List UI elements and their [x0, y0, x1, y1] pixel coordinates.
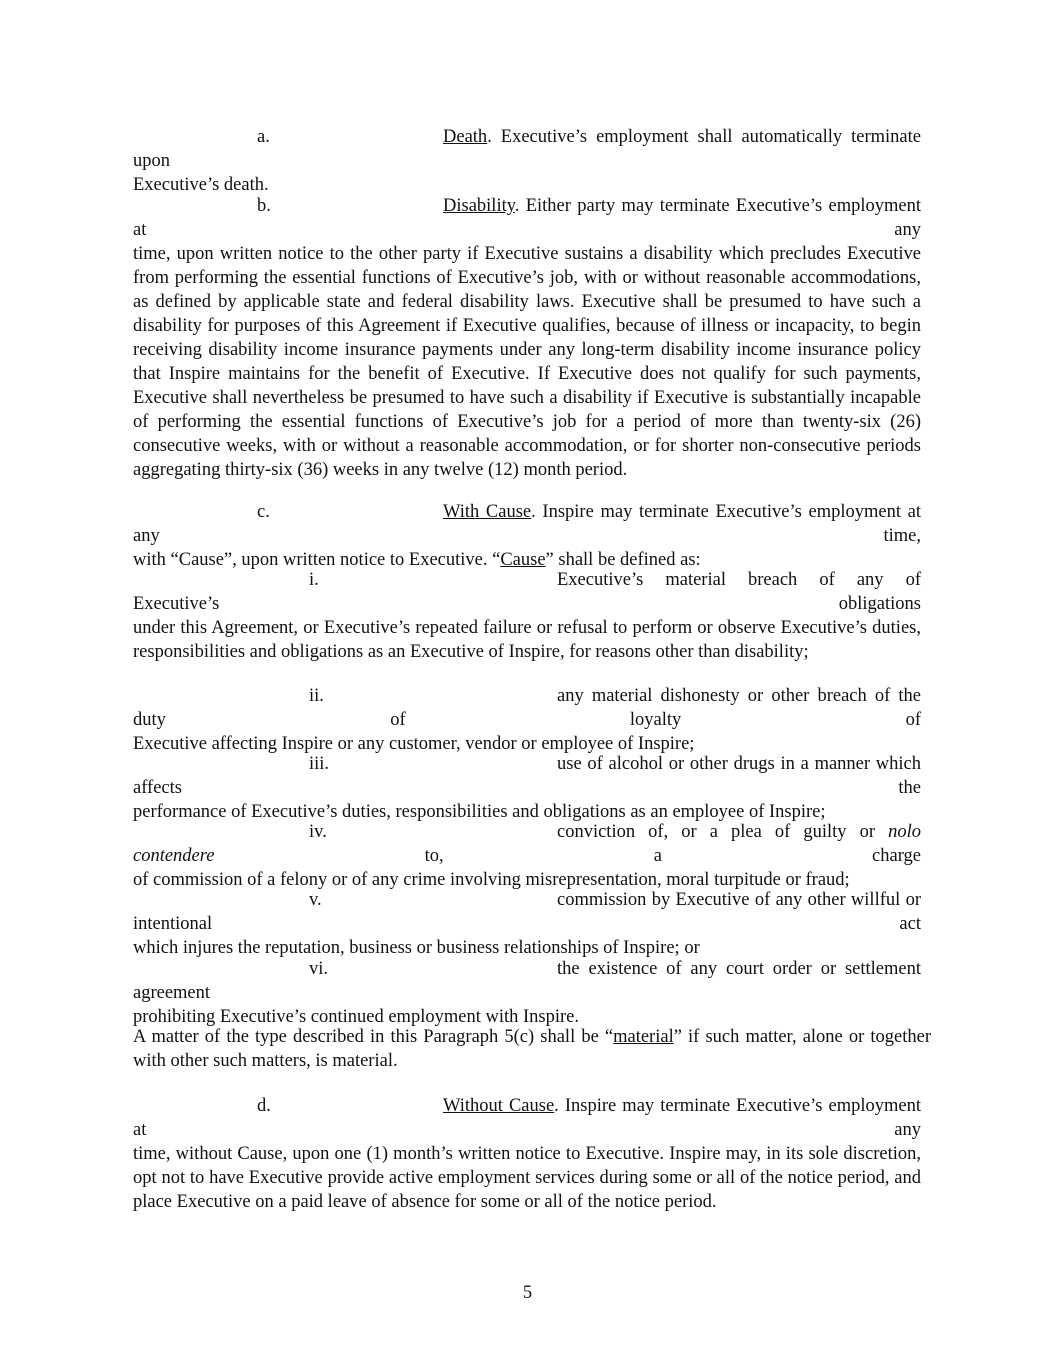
cause-item-i: i. Executive’s material breach of any of Executive’s obligations under this Agreement, or Executive’s repeated failure or refusal to perform or observe Executive’s duties, responsibilities and obligations as an Executive of Inspire, for reasons other than disability; — [133, 570, 921, 662]
cause-item-iii: iii. use of alcohol or other drugs in a manner which affects the performance of Executive’s duties, responsibilities and obligations as an employee of Inspire; — [133, 754, 921, 822]
list-label: b. — [257, 196, 271, 216]
list-label: d. — [257, 1096, 271, 1116]
list-label: ii. — [309, 686, 324, 706]
page-number: 5 — [522, 1283, 533, 1303]
section-heading: With Cause — [443, 502, 532, 522]
defined-term-material: material — [613, 1027, 674, 1047]
list-label: iv. — [309, 822, 327, 842]
list-label: a. — [257, 127, 270, 147]
cause-item-ii: ii. any material dishonesty or other breach of the duty of loyalty of Executive affecting Inspire or any customer, vendor or employee of Inspire; — [133, 686, 921, 754]
paragraph-c-with-cause: c. With Cause. Inspire may terminate Executive’s employment at any time, with “Cause”, upon written notice to Executive. “Cause” shall be defined as: — [133, 502, 921, 570]
paragraph-d-without-cause: d. Without Cause. Inspire may terminate Executive’s employment at any time, without Cause, upon one (1) month’s written notice to Executive. Inspire may, in its sole discretion, opt not to have Executive provide active employment services during some or all of the notice period, and place Executive on a paid leave of absence for some or all of the notice period. — [133, 1096, 921, 1212]
section-heading: Without Cause — [443, 1096, 555, 1116]
list-label: c. — [257, 502, 270, 522]
list-label: v. — [309, 890, 322, 910]
paragraph-material-definition: A matter of the type described in this Paragraph 5(c) shall be “material” if such matter, alone or together with other such matters, is material. — [133, 1027, 931, 1071]
list-label: vi. — [309, 959, 329, 979]
paragraph-b-disability: b. Disability. Either party may terminate Executive’s employment at any time, upon written notice to the other party if Executive sustains a disability which precludes Executive from performing the essential functions of Executive’s job, with or without reasonable accommodations, as defined by applicable state and federal disability laws. Executive shall be presumed to have such a disability for purposes of this Agreement if Executive qualifies, because of illness or incapacity, to begin receiving disability income insurance payments under any long-term disability income insurance policy that Inspire maintains for the benefit of Executive. If Executive does not qualify for such payments, Executive shall nevertheless be presumed to have such a disability if Executive is substantially incapable of performing the essential functions of Executive’s job for a period of more than twenty-six (26) consecutive weeks, with or without a reasonable accommodation, or for shorter non-consecutive periods aggregating thirty-six (36) weeks in any twelve (12) month period. — [133, 196, 921, 480]
cause-item-vi: vi. the existence of any court order or settlement agreement prohibiting Executive’s continued employment with Inspire. — [133, 959, 921, 1027]
list-label: i. — [309, 570, 319, 590]
section-heading: Disability — [443, 196, 515, 216]
paragraph-a-death: a. Death. Executive’s employment shall automatically terminate upon Executive’s death. — [133, 127, 921, 195]
section-heading: Death — [443, 127, 488, 147]
cause-item-iv: iv. conviction of, or a plea of guilty or nolo contendere to, a charge of commission of a felony or of any crime involving misrepresentation, moral turpitude or fraud; — [133, 822, 921, 890]
latin-term: nolo contendere — [133, 822, 921, 866]
list-label: iii. — [309, 754, 330, 774]
defined-term-cause: Cause — [500, 550, 546, 570]
cause-item-v: v. commission by Executive of any other willful or intentional act which injures the reputation, business or business relationships of Inspire; or — [133, 890, 921, 958]
